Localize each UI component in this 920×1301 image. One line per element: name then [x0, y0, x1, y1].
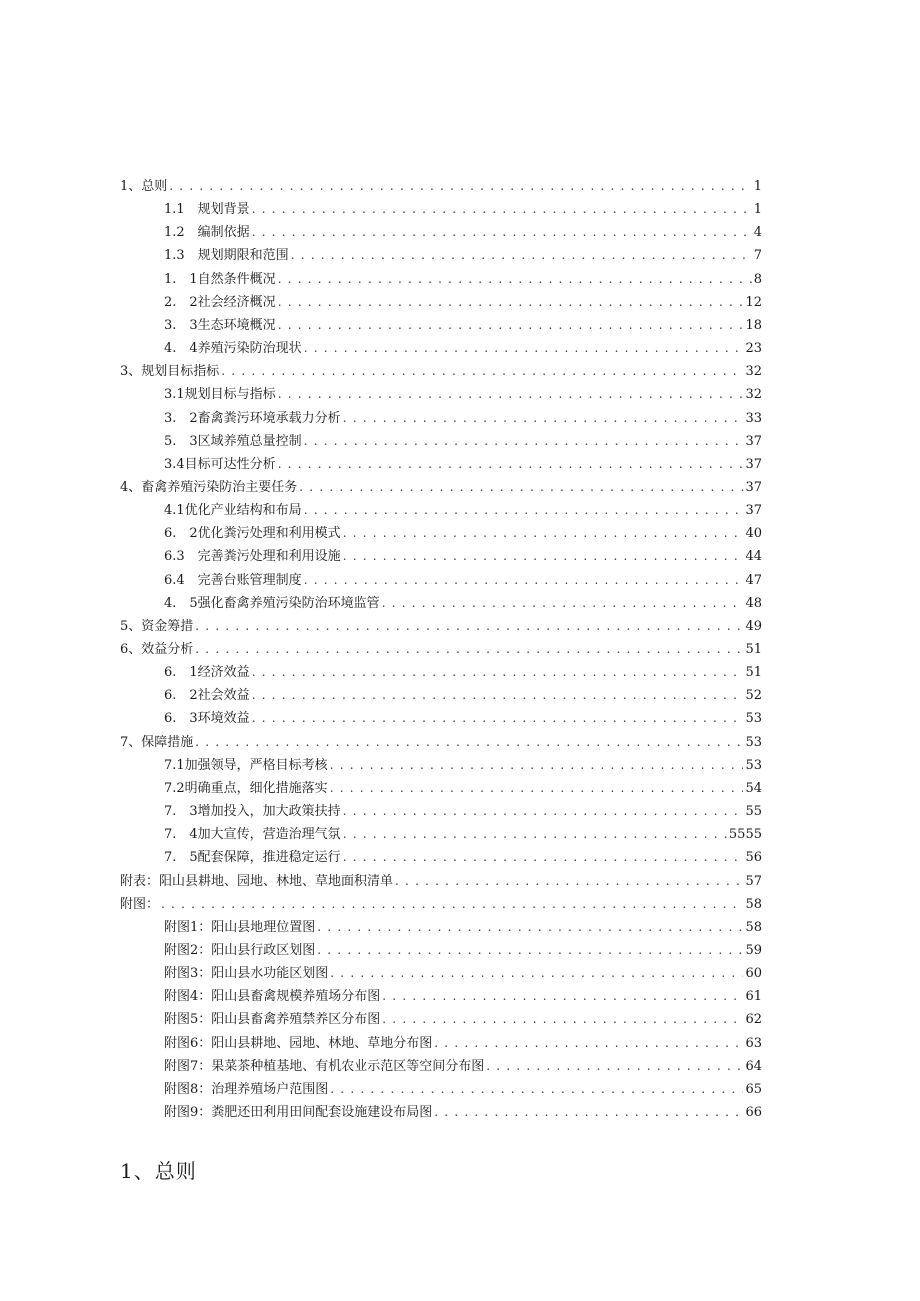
toc-entry-title: 6.4 完善台账管理制度 — [164, 572, 302, 588]
toc-entry[interactable] — [0, 846, 920, 868]
toc-entry[interactable] — [0, 800, 920, 822]
toc-entry-title: 7.1加强领导，严格目标考核 — [164, 757, 328, 773]
toc-entry-title: 1.3 规划期限和范围 — [164, 248, 289, 264]
toc-entry-page-number: 51 — [745, 665, 762, 681]
toc-entry-page-number: 37 — [745, 503, 762, 519]
toc-entry-title: 4.1优化产业结构和布局 — [164, 503, 302, 519]
toc-entry-line — [164, 430, 762, 453]
toc-entry-line — [164, 661, 762, 684]
toc-entry-page-number: 66 — [745, 1105, 762, 1120]
toc-entry-page-number: 53 — [745, 757, 762, 773]
toc-entry-title: 1、总则 — [120, 179, 168, 194]
dot-leader — [330, 754, 744, 776]
toc-entry[interactable] — [0, 638, 920, 660]
toc-entry-line — [164, 1101, 762, 1124]
dot-leader — [317, 916, 743, 938]
toc-entry-page-number: 37 — [745, 433, 762, 449]
toc-entry[interactable] — [0, 198, 920, 220]
toc-entry-title: 6. 2社会效益 — [164, 688, 250, 704]
toc-entry[interactable] — [0, 1008, 920, 1030]
toc-entry-page-number: 32 — [745, 387, 762, 403]
toc-entry-line — [164, 499, 762, 522]
toc-entry-page-number: 57 — [745, 873, 762, 889]
toc-entry-line — [164, 268, 762, 291]
toc-entry[interactable] — [0, 221, 920, 243]
toc-entry[interactable] — [0, 291, 920, 313]
toc-entry-line — [164, 1032, 762, 1055]
toc-entry-line — [120, 175, 762, 198]
toc-entry[interactable] — [0, 360, 920, 382]
dot-leader — [343, 800, 744, 822]
toc-entry[interactable] — [0, 870, 920, 892]
toc-entry-title: 附图5：阳山县畜禽养殖禁养区分布图 — [164, 1012, 381, 1028]
dot-leader — [434, 1032, 743, 1054]
toc-entry-line — [164, 1055, 762, 1078]
dot-leader — [291, 244, 752, 266]
toc-entry-line — [164, 1008, 762, 1031]
dot-leader — [299, 476, 743, 498]
dot-leader — [278, 291, 744, 313]
toc-entry[interactable] — [0, 545, 920, 567]
dot-leader — [317, 939, 743, 961]
toc-entry-title: 1.1 规划背景 — [164, 202, 250, 218]
toc-entry-title: 4. 4养殖污染防治现状 — [164, 341, 302, 357]
toc-entry-page-number: 49 — [745, 618, 762, 634]
toc-entry-page-number: 51 — [745, 642, 762, 657]
toc-entry-page-number: 53 — [745, 711, 762, 727]
toc-entry-page-number: 54 — [745, 780, 762, 796]
toc-entry[interactable] — [0, 314, 920, 336]
toc-entry-title: 3. 2畜禽粪污环境承载力分析 — [164, 410, 341, 426]
toc-entry-page-number: 33 — [745, 410, 762, 426]
toc-entry-line — [164, 453, 762, 476]
dot-leader — [304, 337, 744, 359]
dot-leader — [343, 407, 744, 429]
dot-leader — [382, 985, 743, 1007]
toc-entry-line — [164, 985, 762, 1008]
toc-entry-page-number: 32 — [745, 364, 762, 380]
dot-leader — [486, 1055, 743, 1077]
toc-entry-page-number: 56 — [745, 850, 762, 866]
toc-entry[interactable] — [0, 1078, 920, 1100]
toc-entry-title: 5. 3区域养殖总量控制 — [164, 433, 302, 449]
dot-leader — [195, 638, 743, 660]
toc-entry-page-number: 64 — [745, 1058, 762, 1074]
toc-entry-title: 附表：阳山县耕地、园地、林地、草地面积清单 — [120, 873, 394, 889]
toc-entry[interactable] — [0, 731, 920, 753]
toc-entry-line — [164, 846, 762, 869]
dot-leader — [169, 175, 751, 197]
toc-entry-page-number: 37 — [745, 456, 762, 472]
toc-entry-line — [164, 383, 762, 406]
dot-leader — [195, 731, 743, 753]
toc-entry-line — [120, 731, 762, 754]
toc-entry-line — [164, 592, 762, 615]
toc-entry[interactable] — [0, 823, 920, 845]
toc-entry-page-number: 58 — [745, 919, 762, 935]
toc-entry[interactable] — [0, 430, 920, 452]
dot-leader — [252, 707, 744, 729]
toc-entry-title: 6. 1经济效益 — [164, 665, 250, 681]
dot-leader — [278, 383, 744, 405]
toc-entry-page-number: 58 — [745, 896, 762, 912]
toc-entry-title: 7. 4加大宣传，营造治理气氛 — [164, 827, 341, 843]
toc-entry-title: 6. 2优化粪污处理和利用模式 — [164, 526, 341, 542]
toc-entry-page-number: 12 — [745, 294, 762, 310]
toc-entry-title: 7、保障措施 — [120, 734, 194, 750]
dot-leader — [252, 684, 744, 706]
toc-entry-page-number: 4 — [753, 225, 762, 241]
toc-entry-page-number: 53 — [745, 734, 762, 750]
toc-entry[interactable] — [0, 893, 920, 915]
toc-entry-page-number: 48 — [745, 595, 762, 611]
dot-leader — [304, 499, 744, 521]
toc-entry[interactable] — [0, 522, 920, 544]
toc-entry[interactable] — [0, 453, 920, 475]
toc-entry-title: 附图2：阳山县行政区划图 — [164, 942, 316, 958]
dot-leader — [252, 198, 752, 220]
toc-entry-line — [164, 1078, 762, 1101]
toc-entry-page-number: 23 — [745, 341, 762, 357]
toc-entry-title: 6、效益分析 — [120, 642, 194, 657]
toc-entry[interactable] — [0, 962, 920, 984]
toc-entry[interactable] — [0, 268, 920, 290]
toc-entry-title: 3. 3生态环境概况 — [164, 317, 276, 333]
toc-entry-line — [164, 198, 762, 221]
toc-entry[interactable] — [0, 337, 920, 359]
toc-entry-title: 3、规划目标指标 — [120, 364, 220, 380]
toc-entry-title: 7.2明确重点，细化措施落实 — [164, 780, 328, 796]
toc-entry-line — [164, 916, 762, 939]
toc-entry-title: 6. 3环境效益 — [164, 711, 250, 727]
toc-entry-line — [164, 291, 762, 314]
toc-entry-page-number: 61 — [745, 989, 762, 1005]
toc-entry-page-number: 7 — [753, 248, 762, 264]
toc-entry[interactable] — [0, 754, 920, 776]
dot-leader — [330, 1078, 743, 1100]
dot-leader — [330, 777, 744, 799]
dot-leader — [221, 360, 743, 382]
toc-entry-page-number: 37 — [745, 479, 762, 495]
toc-entry-line — [164, 244, 762, 267]
toc-entry-page-number: 1 — [753, 202, 762, 218]
toc-entry-line — [164, 754, 762, 777]
dot-leader — [304, 430, 744, 452]
toc-entry-line — [164, 823, 762, 846]
dot-leader — [343, 823, 727, 845]
toc-entry-title: 附图7：果菜茶种植基地、有机农业示范区等空间分布图 — [164, 1058, 485, 1074]
toc-entry[interactable] — [0, 1101, 920, 1123]
toc-entry-line — [164, 962, 762, 985]
toc-entry-title: 附图4：阳山县畜禽规模养殖场分布图 — [164, 989, 381, 1005]
toc-entry-line — [164, 707, 762, 730]
dot-leader — [278, 314, 744, 336]
toc-entry-page-number: 8 — [753, 271, 762, 287]
toc-entry-page-number: 55 — [745, 804, 762, 820]
dot-leader — [252, 661, 744, 683]
toc-entry[interactable] — [0, 476, 920, 498]
toc-entry[interactable] — [0, 684, 920, 706]
toc-entry-title: 附图8：治理养殖场户范围图 — [164, 1081, 329, 1097]
toc-entry-line — [120, 615, 762, 638]
dot-leader — [330, 962, 743, 984]
toc-entry-title: 1. 1自然条件概况 — [164, 271, 276, 287]
dot-leader — [434, 1101, 743, 1123]
toc-entry-title: 4. 5强化畜禽养殖污染防治环境监管 — [164, 595, 380, 611]
toc-entry-line — [120, 360, 762, 383]
toc-entry-page-number: 18 — [745, 317, 762, 333]
dot-leader — [252, 221, 752, 243]
dot-leader — [343, 545, 744, 567]
toc-entry-page-number: 62 — [745, 1012, 762, 1028]
toc-entry-page-number: 40 — [745, 526, 762, 542]
toc-entry-line — [164, 407, 762, 430]
toc-entry-title: 6.3 完善粪污处理和利用设施 — [164, 549, 341, 565]
toc-entry-title: 2. 2社会经济概况 — [164, 294, 276, 310]
toc-entry[interactable] — [0, 244, 920, 266]
toc-entry[interactable] — [0, 916, 920, 938]
toc-entry-line — [164, 777, 762, 800]
toc-entry[interactable] — [0, 939, 920, 961]
toc-entry-line — [164, 221, 762, 244]
section-heading: 1、总则 — [120, 1159, 197, 1183]
toc-entry[interactable] — [0, 592, 920, 614]
toc-entry[interactable] — [0, 1032, 920, 1054]
toc-entry[interactable] — [0, 1055, 920, 1077]
toc-entry-title: 3.4目标可达性分析 — [164, 456, 276, 472]
toc-entry-line — [120, 870, 762, 893]
toc-entry[interactable] — [0, 985, 920, 1007]
toc-entry[interactable] — [0, 175, 920, 197]
toc-entry-page-number: 47 — [745, 572, 762, 588]
toc-entry-page-number: 1 — [753, 179, 762, 194]
toc-entry-title: 附图3：阳山县水功能区划图 — [164, 966, 329, 982]
toc-entry-line — [120, 893, 762, 916]
toc-entry[interactable] — [0, 707, 920, 729]
toc-entry-title: 附图6：阳山县耕地、园地、林地、草地分布图 — [164, 1035, 433, 1051]
toc-entry-title: 附图9：粪肥还田利用田间配套设施建设布局图 — [164, 1105, 433, 1120]
toc-entry-page-number: 59 — [745, 942, 762, 958]
toc-entry-page-number: 63 — [745, 1035, 762, 1051]
toc-entry-page-number: 5555 — [728, 827, 762, 843]
dot-leader — [161, 893, 743, 915]
dot-leader — [278, 453, 744, 475]
toc-entry-line — [164, 569, 762, 592]
toc-entry[interactable] — [0, 615, 920, 637]
toc-entry-page-number: 44 — [745, 549, 762, 565]
toc-entry[interactable] — [0, 777, 920, 799]
toc-entry-line — [164, 314, 762, 337]
toc-entry-title: 7. 3增加投入，加大政策扶持 — [164, 804, 341, 820]
toc-entry-line — [164, 684, 762, 707]
toc-entry-title: 4、畜禽养殖污染防治主要任务 — [120, 479, 298, 495]
toc-entry[interactable] — [0, 383, 920, 405]
dot-leader — [343, 522, 744, 544]
dot-leader — [382, 592, 744, 614]
dot-leader — [382, 1008, 743, 1030]
toc-entry-line — [164, 522, 762, 545]
toc-entry-page-number: 52 — [745, 688, 762, 704]
dot-leader — [343, 846, 744, 868]
toc-entry-line — [164, 545, 762, 568]
toc-entry-line — [164, 337, 762, 360]
toc-entry[interactable] — [0, 661, 920, 683]
toc-entry-page-number: 65 — [745, 1081, 762, 1097]
dot-leader — [304, 569, 744, 591]
toc-entry-title: 附图1：阳山县地理位置图 — [164, 919, 316, 935]
toc-entry-title: 7. 5配套保障，推进稳定运行 — [164, 850, 341, 866]
dot-leader — [195, 615, 743, 637]
toc-entry-page-number: 60 — [745, 966, 762, 982]
dot-leader — [395, 870, 743, 892]
toc-entry-line — [120, 476, 762, 499]
dot-leader — [278, 268, 752, 290]
toc-entry-line — [164, 939, 762, 962]
toc-entry-line — [120, 638, 762, 661]
toc-entry-title: 5、资金筹措 — [120, 618, 194, 634]
toc-entry[interactable] — [0, 499, 920, 521]
toc-entry[interactable] — [0, 569, 920, 591]
toc-entry-title: 附图： — [120, 896, 160, 912]
toc-entry[interactable] — [0, 407, 920, 429]
toc-entry-title: 3.1规划目标与指标 — [164, 387, 276, 403]
toc-entry-title: 1.2 编制依据 — [164, 225, 250, 241]
toc-entry-line — [164, 800, 762, 823]
